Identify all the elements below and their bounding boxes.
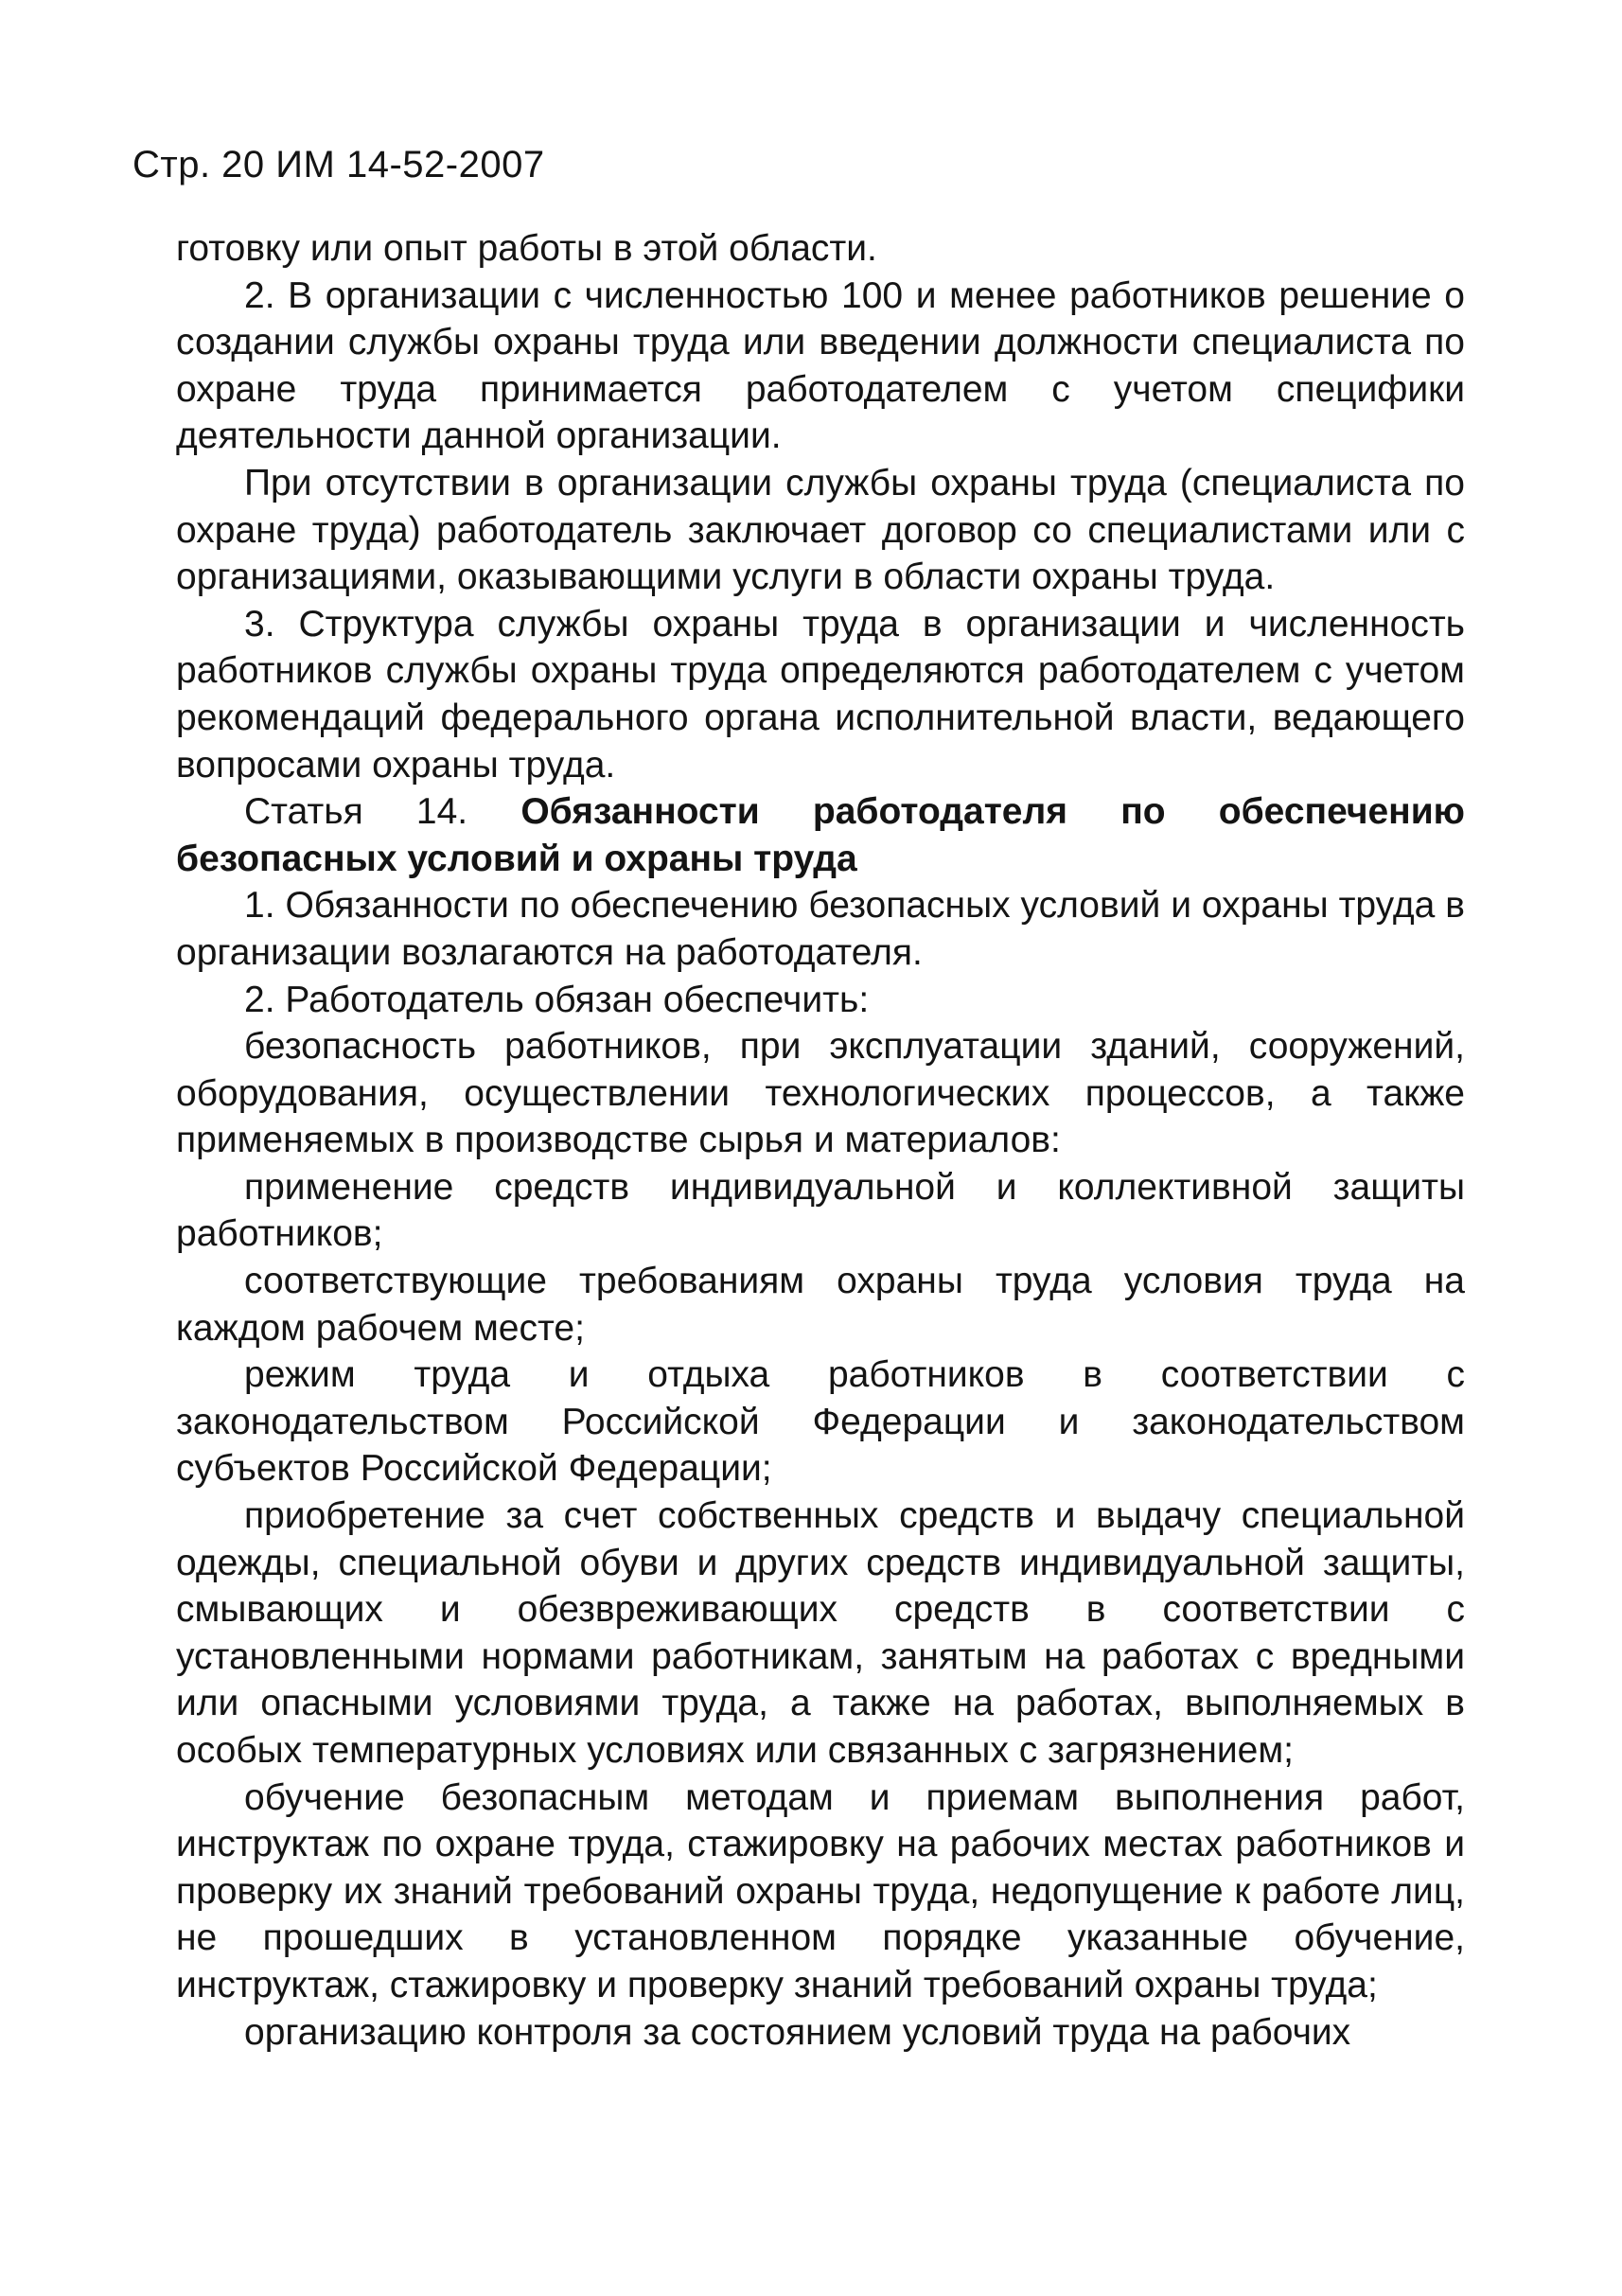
paragraph-contract: При отсутствии в организации службы охраны труда (специалиста по охране труда) работодатель заключает договор со специалистами или с организациями, оказывающими услуги в области охраны труда. — [176, 462, 1465, 598]
list-item-control: организацию контроля за состоянием условий труда на рабочих — [244, 2011, 1351, 2053]
list-item-workplace: соответствующие требованиям охраны труда условия труда на каждом рабочем месте; — [176, 1261, 1465, 1349]
list-item-clothing: приобретение за счет собственных средств и выдачу специальной одежды, специальной обуви и других средств индивидуальной защиты, смывающих и обезвреживающих средств в соответствии с установленными нормами работникам, занятым на работах с вредными или опасными условиями труда, а также на работах, выполняемых в особых температурных условиях или связанных с загрязнением; — [176, 1495, 1465, 1771]
document-code: ИМ 14-52-2007 — [275, 144, 545, 185]
paragraph-continuation: готовку или опыт работы в этой области. — [176, 228, 877, 269]
page-header — [132, 142, 545, 187]
paragraph-item-3: 3. Структура службы охраны труда в организации и численность работников службы охраны труда определяются работодателем с учетом рекомендаций федерального органа исполнительной власти, ведающего вопросами охраны труда. — [176, 603, 1465, 786]
paragraph-article-item-1: 1. Обязанности по обеспечению безопасных условий и охраны труда в организации возлагаются на работодателя. — [176, 885, 1465, 973]
list-item-safety: безопасность работников, при эксплуатации зданий, сооружений, оборудования, осуществлении технологических процессов, а также применяемых в производстве сырья и материалов: — [176, 1026, 1465, 1161]
page-number: Стр. 20 — [132, 144, 265, 185]
list-item-training: обучение безопасным методам и приемам выполнения работ, инструктаж по охране труда, стажировку на рабочих местах работников и проверку их знаний требований охраны труда, недопущение к работе лиц, не прошедших в установленном порядке указанные обучение, инструктаж, стажировку и проверку знаний требований охраны труда; — [176, 1776, 1465, 2005]
list-item-protection: применение средств индивидуальной и коллективной защиты работников; — [176, 1166, 1465, 1255]
article-heading — [176, 788, 1465, 882]
article-label: Статья 14. — [244, 791, 468, 833]
paragraph-article-item-2: 2. Работодатель обязан обеспечить: — [244, 979, 870, 1020]
document-body — [176, 225, 1465, 2056]
paragraph-item-2: 2. В организации с численностью 100 и менее работников решение о создании службы охраны труда или введении должности специалиста по охране труда принимается работодателем с учетом специфики деятельности данной организации. — [176, 274, 1465, 457]
list-item-work-regime: режим труда и отдыха работников в соответствии с законодательством Российской Федерации и законодательством субъектов Российской Федерации; — [176, 1354, 1465, 1490]
article-title: Обязанности работодателя по обеспечению безопасных условий и охраны труда — [176, 791, 1465, 879]
